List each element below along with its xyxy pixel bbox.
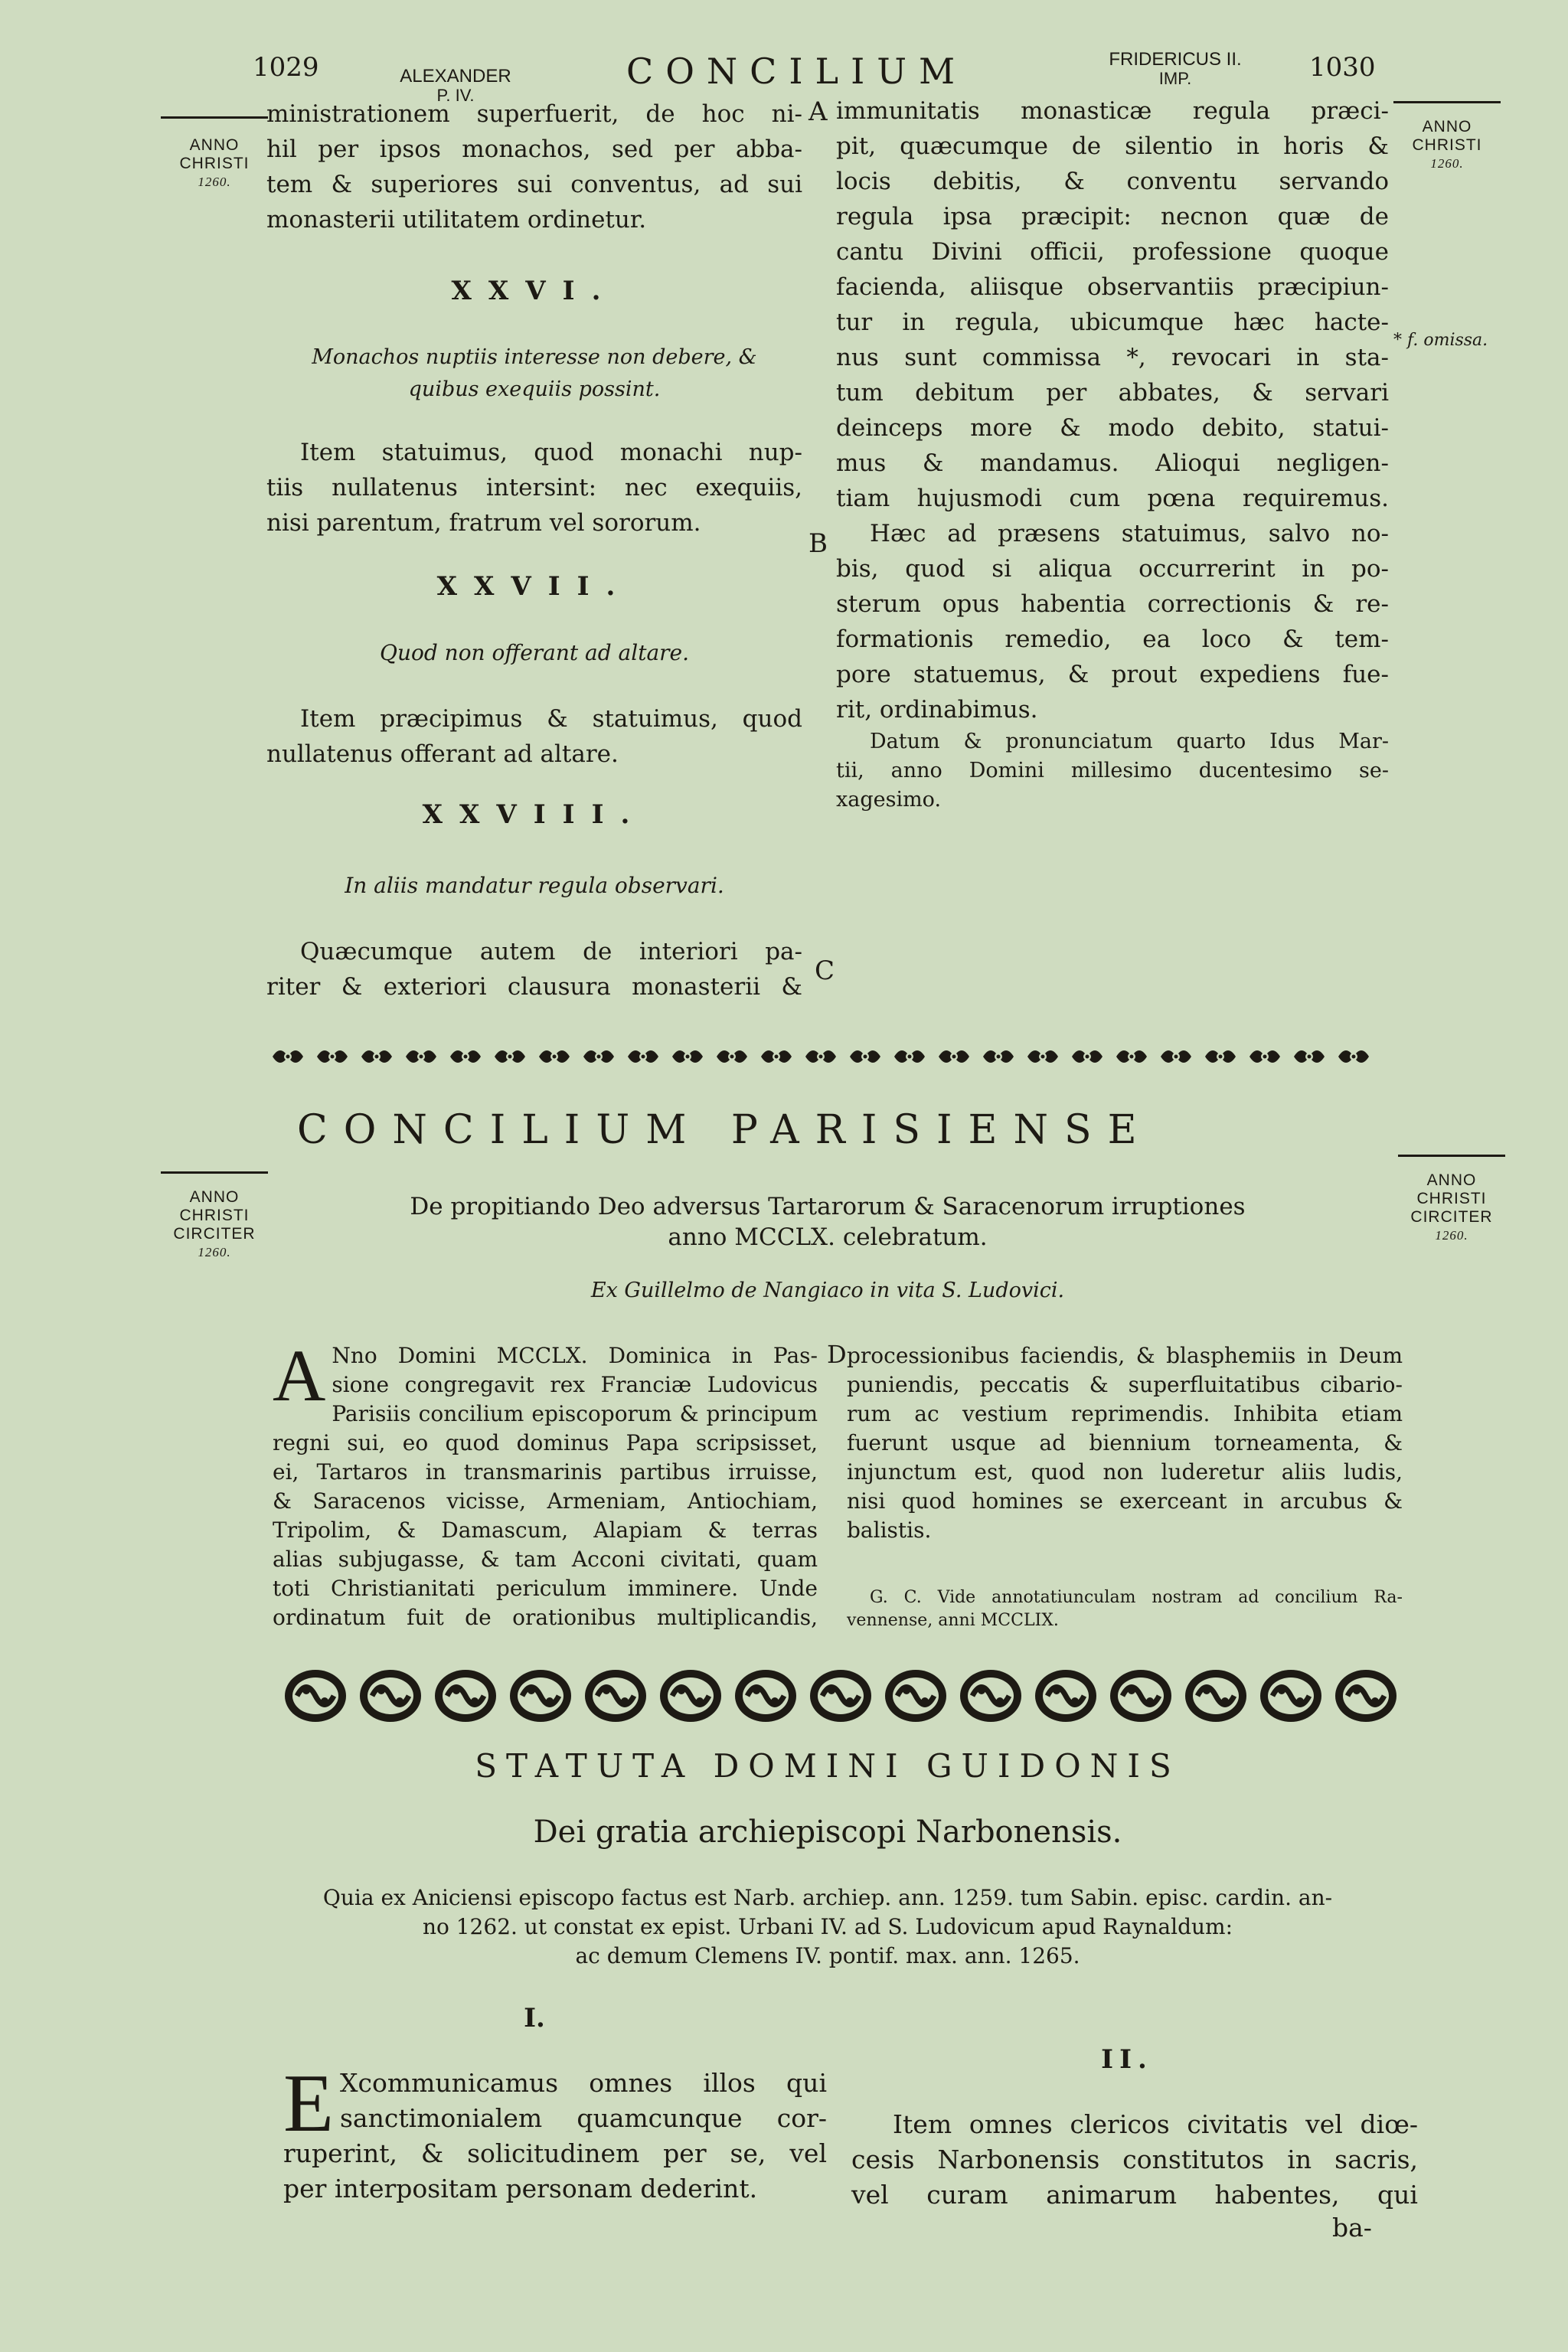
editor-note: G. C. Vide annotatiunculam nostram ad concilium Ra- vennense, anni MCCLIX. <box>847 1588 1403 1630</box>
statute-i-body: E Xcommunicamus omnes illos qui sanctimonialem quamcunque cor- ruperint, & solicitudinem per se, vel per interpositam personam dederint. <box>283 2058 827 2203</box>
source-citation: Ex Guillelmo de Nangiaco in vita S. Ludovici. <box>590 1279 1065 1302</box>
section1-left-column: ministrationem superfuerit, de hoc ni- hil per ipsos monachos, sed per abba- tem & superiores sui conventus, ad sui monasterii utilitatem ordinetur. <box>266 100 802 234</box>
statute-ii-body: Item omnes clericos civitatis vel diœ- cesis Narbonensis constitutos in sacris, vel curam animarum habentes, qui <box>851 2109 1418 2210</box>
chapter-xxviii-number: XXVIII. <box>422 799 647 830</box>
chapter-xxvii-title: Quod non offerant ad altare. <box>380 640 689 665</box>
chapter-xxvi-title: Monachos nuptiis interesse non debere, & quibus exequiis possint. <box>312 345 757 401</box>
headpiece-ornament <box>283 1661 1401 1730</box>
section2-left-column: A Nno Domini MCCLX. Dominica in Pas- sione congregavit rex Franciæ Ludovicus Parisiis concilium episcoporum & principum regni sui, eo quod dominus Papa scripsisset, ei, Tartaros in transmarinis partibus irruisse, & Saracenos vicisse, Armeniam, Antiochiam, Tripolim, & Damascum, Alapiam & terras alias subjugasse, & tam Acconi civitati, quam toti Christianitati periculum imminere. Unde ordinatum fuit de orationibus multiplicandis, <box>273 1334 818 1630</box>
margin-rule-mid-left <box>161 1171 268 1174</box>
margin-rule-top-left <box>161 116 268 119</box>
running-title: CONCILIUM <box>626 51 968 92</box>
section2-right-column: processionibus faciendis, & blasphemiis in Deum puniendis, peccatis & superfluitatibus cibario- rum ac vestium reprimendis. Inhibita etiam fuerunt usque ad biennium torneamenta, & injunctum est, quod non luderetur aliis ludis, nisi quod homines se exerceant in arcubus & balistis. <box>847 1343 1403 1543</box>
chapter-xxviii-body: Quæcumque autem de interiori pa- riter & exteriori clausura monasterii & <box>266 938 802 1001</box>
chapter-xxvi-body: Item statuimus, quod monachi nup- tiis nullatenus intersint: nec exequiis, nisi parentum, fratrum vel sororum. <box>266 439 802 537</box>
margin-letter-d: D <box>827 1340 847 1369</box>
margin-letter-b: B <box>808 528 828 559</box>
chapter-xxvi-number: XXVI. <box>451 276 618 306</box>
chapter-xxviii-title: In aliis mandatur regula observari. <box>345 873 724 898</box>
concilium-subtitle: De propitiando Deo adversus Tartarorum & Saracenorum irruptiones anno MCCLX. celebratum. <box>410 1193 1246 1251</box>
dropcap-a: A <box>273 1334 326 1416</box>
section1-right-column: immunitatis monasticæ regula præci- pit, quæcumque de silentio in horis & locis debitis, & conventu servando regula ipsa præcipit: necnon quæ de cantu Divini officii, professione quoque facienda, aliisque observantiis præcipiun- tur in regula, ubicumque hæc hacte- nus sunt commissa *, revocari in sta- tum debitum per abbates, & servari deinceps more & modo debito, statui- mus & mandamus. Alioqui negligen- tiam hujusmodi cum pœna requiremus. Hæc ad præsens statuimus, salvo no- bis, quod si aliqua occurrerint in po- sterum opus habentia correctionis & re- formationis remedio, ea loco & tem- pore statuemus, & prout expediens fue- rit, ordinabimus. <box>836 97 1389 724</box>
margin-rule-mid-right <box>1398 1155 1505 1157</box>
datum-paragraph: Datum & pronunciatum quarto Idus Mar- tii, anno Domini millesimo ducentesimo se- xagesimo. <box>836 730 1389 812</box>
statute-ii-number: II. <box>1101 2044 1153 2075</box>
margin-anno-top-left: ANNO CHRISTI 1260. <box>179 136 250 189</box>
page-number-left: 1029 <box>253 52 319 83</box>
statute-i-number: I. <box>524 2003 545 2034</box>
chapter-xxvii-body: Item præcipimus & statuimus, quod nullatenus offerant ad altare. <box>266 705 802 768</box>
statuta-title: STATUTA DOMINI GUIDONIS <box>475 1747 1181 1785</box>
margin-anno-mid-right: ANNO CHRISTI CIRCITER 1260. <box>1410 1171 1493 1243</box>
emperor-name: FRIDERICUS II. <box>1109 49 1242 70</box>
statuta-intro: Quia ex Aniciensi episcopo factus est Narb. archiep. ann. 1259. tum Sabin. episc. cardin. an- no 1262. ut constat ex epist. Urbani IV. ad S. Ludovicum apud Raynaldum: ac demum Clemens IV. pontif. max. ann. 1265. <box>322 1885 1333 1968</box>
dropcap-e: E <box>283 2058 334 2149</box>
emperor-title: IMP. <box>1158 69 1192 88</box>
margin-letter-a: A <box>808 96 828 127</box>
margin-note-star: * f. omissa. <box>1393 331 1488 350</box>
fleuron-band-ornament <box>270 1040 1387 1073</box>
margin-anno-top-right: ANNO CHRISTI 1260. <box>1412 118 1482 171</box>
margin-rule-top-right <box>1393 101 1501 103</box>
catchword: ba- <box>1332 2213 1372 2243</box>
margin-letter-c: C <box>815 956 835 986</box>
pope-number: P. IV. <box>436 86 475 105</box>
margin-anno-mid-left: ANNO CHRISTI CIRCITER 1260. <box>173 1188 256 1259</box>
chapter-xxvii-number: XXVII. <box>436 571 632 602</box>
page-number-right: 1030 <box>1309 52 1376 83</box>
concilium-parisiense-title: CONCILIUM PARISIENSE <box>297 1107 1153 1153</box>
statuta-subtitle: Dei gratia archiepiscopi Narbonensis. <box>533 1815 1122 1850</box>
pope-name: ALEXANDER <box>400 66 511 87</box>
